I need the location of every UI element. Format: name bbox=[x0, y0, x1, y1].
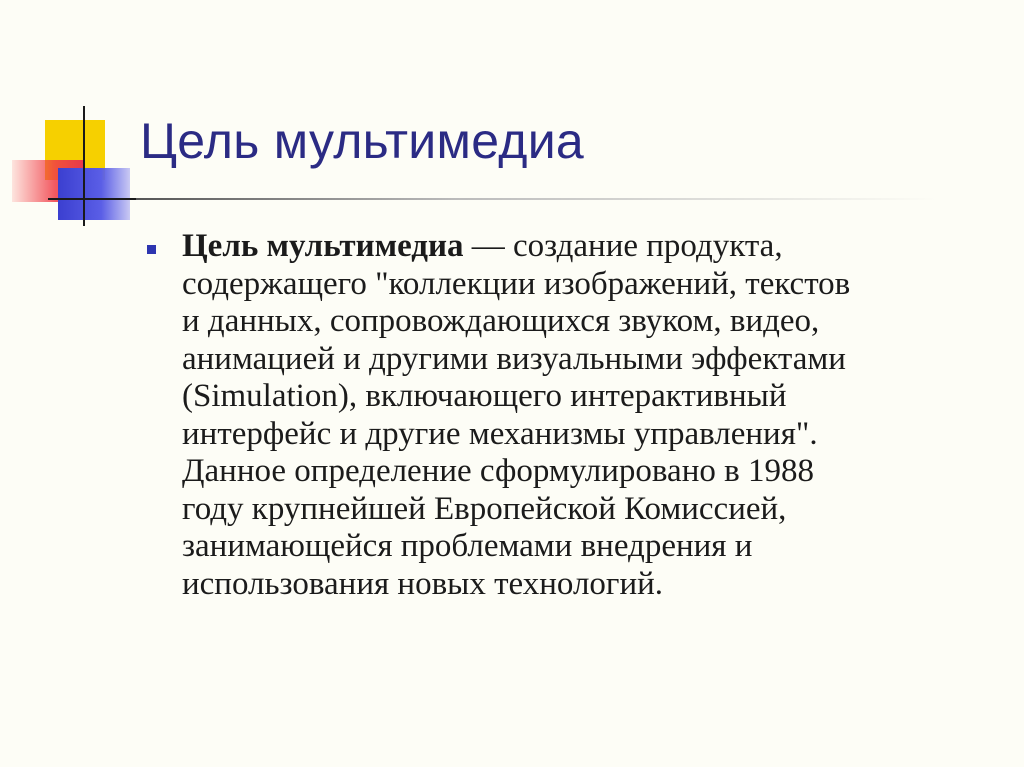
bullet-lead: Цель мультимедиа bbox=[182, 228, 464, 264]
bullet-line-text: — создание продукта, bbox=[463, 228, 783, 264]
bullet-line: (Simulation), включающего интерактивный bbox=[182, 378, 787, 414]
vertical-line-decoration bbox=[83, 106, 85, 226]
bullet-line: и данных, сопровождающихся звуком, видео, bbox=[182, 303, 820, 339]
bullet-line: занимающейся проблемами внедрения и bbox=[182, 528, 753, 564]
bullet-line: году крупнейшей Европейской Комиссией, bbox=[182, 490, 787, 527]
slide-title: Цель мультимедиа bbox=[140, 113, 585, 169]
title-underline bbox=[136, 198, 936, 200]
bullet-line: содержащего "коллекции изображений, текстов bbox=[182, 265, 851, 302]
horizontal-line-decoration bbox=[48, 198, 136, 200]
bullet-marker bbox=[147, 245, 156, 254]
bullet-line bbox=[182, 228, 1002, 266]
blue-square-decoration bbox=[58, 168, 130, 220]
bullet-line: Данное определение сформулировано в 1988 bbox=[182, 453, 814, 489]
bullet-line: анимацией и другими визуальными эффектами bbox=[182, 340, 846, 377]
bullet-text bbox=[182, 228, 1002, 603]
bullet-line: использования новых технологий. bbox=[182, 565, 664, 602]
bullet-line: интерфейс и другие механизмы управления". bbox=[182, 415, 818, 452]
